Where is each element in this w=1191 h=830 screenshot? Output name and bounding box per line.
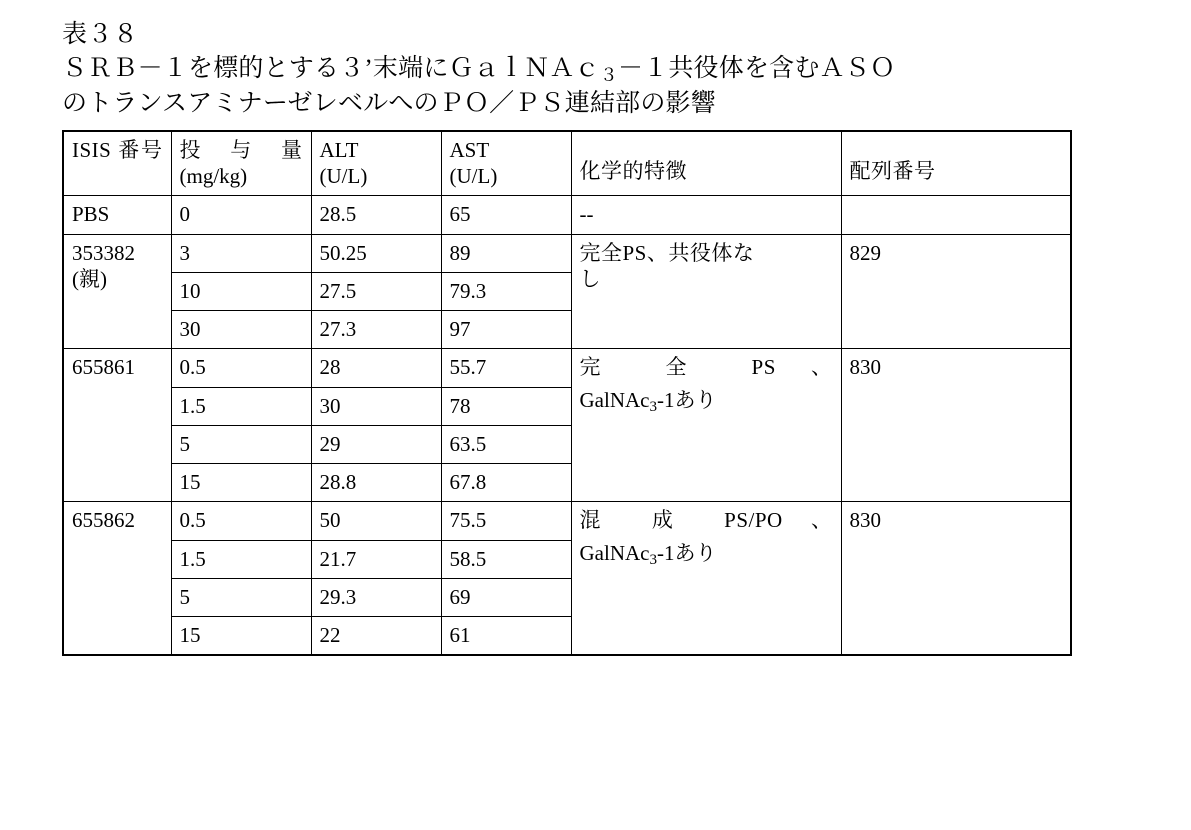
cell-ast: 69 xyxy=(441,578,571,616)
cell-chemistry xyxy=(571,234,841,349)
cell-isis: PBS xyxy=(63,196,171,234)
cell-dose: 15 xyxy=(171,617,311,656)
table-row xyxy=(63,196,1071,234)
table-row xyxy=(63,349,1071,387)
cell-ast: 61 xyxy=(441,617,571,656)
chemistry-suffix: -1あり xyxy=(657,540,717,565)
header-isis-label: ISIS 番号 xyxy=(72,137,163,162)
header-chemistry xyxy=(571,131,841,196)
chemistry-subscript: 3 xyxy=(649,398,658,415)
header-isis xyxy=(63,131,171,196)
cell-dose: 1.5 xyxy=(171,387,311,425)
header-dose xyxy=(171,131,311,196)
header-alt-line1: ALT xyxy=(319,137,359,162)
table-caption xyxy=(62,52,1072,121)
cell-dose: 0.5 xyxy=(171,349,311,387)
cell-isis: 655861 xyxy=(63,349,171,502)
cell-chemistry-line2: し xyxy=(579,266,601,291)
results-table xyxy=(62,130,1072,657)
header-alt xyxy=(311,131,441,196)
table-row xyxy=(63,502,1071,540)
header-ast-line1: AST xyxy=(449,137,490,162)
cell-isis-line2: (親) xyxy=(72,266,107,291)
cell-dose: 10 xyxy=(171,272,311,310)
cell-alt: 22 xyxy=(311,617,441,656)
cell-ast: 55.7 xyxy=(441,349,571,387)
header-dose-line2: (mg/kg) xyxy=(179,164,248,189)
cell-ast: 65 xyxy=(441,196,571,234)
cell-ast: 58.5 xyxy=(441,540,571,578)
cell-dose: 0 xyxy=(171,196,311,234)
cell-chemistry-line1: 混 成 PS/PO 、 xyxy=(579,508,833,533)
caption-line2: のトランスアミナーゼレベルへのＰＯ／ＰＳ連結部の影響 xyxy=(62,90,716,118)
cell-ast: 89 xyxy=(441,234,571,272)
caption-line1-part2: －１共役体を含むＡＳＯ xyxy=(617,55,896,83)
cell-alt: 28 xyxy=(311,349,441,387)
cell-alt: 27.3 xyxy=(311,311,441,349)
caption-line1-part1: ＳＲＢ－１を標的とする３’末端にＧａｌＮＡｃ xyxy=(62,55,600,83)
chemistry-subscript: 3 xyxy=(649,551,658,568)
cell-chemistry-line1: 完全PS、共役体な xyxy=(579,240,755,265)
cell-alt: 21.7 xyxy=(311,540,441,578)
cell-dose: 0.5 xyxy=(171,502,311,540)
cell-chemistry-line2 xyxy=(579,540,717,568)
cell-chemistry: -- xyxy=(571,196,841,234)
cell-chemistry-line2 xyxy=(579,387,717,415)
header-sequence-label: 配列番号 xyxy=(849,158,936,183)
cell-alt: 50.25 xyxy=(311,234,441,272)
cell-ast: 78 xyxy=(441,387,571,425)
cell-sequence: 829 xyxy=(841,234,1071,349)
cell-chemistry xyxy=(571,502,841,656)
cell-sequence: 830 xyxy=(841,349,1071,502)
table-row xyxy=(63,234,1071,272)
cell-alt: 50 xyxy=(311,502,441,540)
cell-alt: 27.5 xyxy=(311,272,441,310)
chemistry-galnac-text: GalNAc xyxy=(579,387,650,412)
header-chemistry-label: 化学的特徴 xyxy=(579,158,687,183)
cell-isis: 655862 xyxy=(63,502,171,656)
cell-sequence: 830 xyxy=(841,502,1071,656)
cell-ast: 97 xyxy=(441,311,571,349)
chemistry-galnac-text: GalNAc xyxy=(579,540,650,565)
cell-alt: 30 xyxy=(311,387,441,425)
cell-ast: 63.5 xyxy=(441,425,571,463)
chemistry-suffix: -1あり xyxy=(657,387,717,412)
header-ast xyxy=(441,131,571,196)
table-number: 表３８ xyxy=(62,21,139,48)
header-alt-line2: (U/L) xyxy=(319,164,368,189)
cell-sequence xyxy=(841,196,1071,234)
cell-alt: 28.8 xyxy=(311,464,441,502)
cell-alt: 29.3 xyxy=(311,578,441,616)
cell-dose: 5 xyxy=(171,425,311,463)
header-dose-line1: 投 与 量 xyxy=(179,137,303,162)
cell-dose: 1.5 xyxy=(171,540,311,578)
caption-subscript: ３ xyxy=(599,65,618,86)
cell-isis xyxy=(63,234,171,349)
cell-ast: 67.8 xyxy=(441,464,571,502)
cell-dose: 3 xyxy=(171,234,311,272)
cell-ast: 75.5 xyxy=(441,502,571,540)
header-ast-line2: (U/L) xyxy=(449,164,498,189)
cell-dose: 30 xyxy=(171,311,311,349)
cell-dose: 15 xyxy=(171,464,311,502)
cell-alt: 29 xyxy=(311,425,441,463)
cell-chemistry-line1: 完 全 PS 、 xyxy=(579,355,833,380)
cell-isis-line1: 353382 xyxy=(72,240,135,265)
cell-chemistry xyxy=(571,349,841,502)
table-header-row xyxy=(63,131,1071,196)
cell-dose: 5 xyxy=(171,578,311,616)
cell-ast: 79.3 xyxy=(441,272,571,310)
header-sequence xyxy=(841,131,1071,196)
cell-alt: 28.5 xyxy=(311,196,441,234)
